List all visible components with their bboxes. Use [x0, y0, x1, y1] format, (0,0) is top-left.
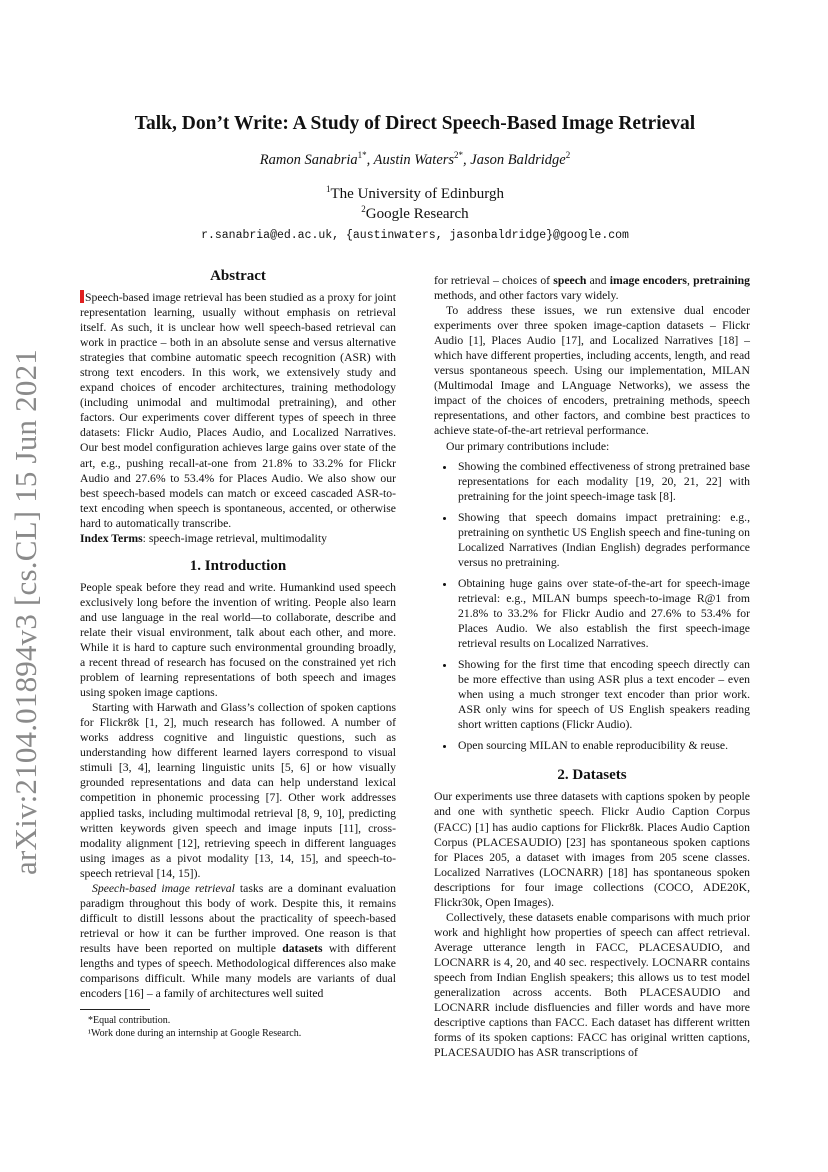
paragraph-text: with different lengths and types of speech. Methodological differences also make comparisons difficult. While many models are variants of dual encoders [16] – a family of architectures well suited — [80, 941, 396, 1001]
footnote-1: *Equal contribution. — [88, 1015, 171, 1027]
affiliation-mark: 2 — [361, 204, 366, 214]
left-column — [80, 266, 396, 1040]
affiliation-mark: 1 — [326, 184, 331, 194]
author-name: Austin Waters — [373, 152, 455, 168]
affiliation-name: The University of Edinburgh — [330, 186, 504, 202]
datasets-paragraph-1: Our experiments use three datasets with captions spoken by people and one with synthetic speech. Flickr Audio Caption Corpus (FACC) [1] has audio captions for Flickr8k. Places Audio Caption Corpus (PLACESAUDIO) [23] has spontaneous spoken captions for Places 205, a dataset with images from 205 scene classes. Localized Narratives (LOCNARR) [18] has spontaneous spoken descriptions for four image collections (COCO, ADE20K, Flickr30k, Open Images). — [434, 790, 750, 909]
intro-paragraph-2: Starting with Harwath and Glass’s collection of spoken captions for Flickr8k [1, 2], much research has followed. A number of works address cognitive and linguistic questions, such as understanding how different learned layers correspond to visual stimuli [3, 4], learning linguistic units [5, 6] or how visually grounded representations and data can help understand lexical competition in phonemic processing [7]. Other work addresses applied tasks, including multimodal retrieval [8, 9, 10], predicting written keywords given speech and image inputs [11], cross-modality alignment [12], retrieving speech in different languages using images as a pivot modality [13, 14, 15], and speech-to-speech retrieval [14, 15]). — [80, 701, 396, 880]
index-terms-value: : speech-image retrieval, multimodality — [142, 531, 328, 545]
bold-text: datasets — [282, 941, 323, 955]
footnote-2: ¹Work done during an internship at Google Research. — [88, 1028, 302, 1040]
author-name: Ramon Sanabria — [259, 152, 358, 168]
author-affiliation-mark: 2 — [565, 150, 571, 161]
intro-paragraph-3 — [80, 881, 396, 1001]
paragraph-text: tasks are a dominant evaluation paradigm throughout this body of work. Despite this, it remains difficult to distill lessons about the practicality of speech-based retrieval or how it can be further improved. One reason is that results have been reported on multiple — [80, 881, 396, 955]
bold-text: speech — [553, 274, 587, 287]
author-affiliation-mark: 1* — [357, 150, 367, 161]
author-list: Ramon Sanabria$^{1*}$, Austin Waters$^{2*}$, Jason Baldridge$^2$ — [259, 150, 571, 168]
right-paragraph-2: To address these issues, we run extensive dual encoder experiments over three spoken image-caption datasets – Flickr Audio [1], Places Audio [17], and Localized Narratives [18] – which have different properties, including accents, length, and read versus spontaneous speech. Using our implementation, MILAN (Multimodal Image and LAnguage Networks), we assess the impact of the choices of encoders, pretraining methods, speech representations, and other factors, and combine best practices to achieve state-of-the-art retrieval performance. — [434, 304, 750, 438]
author-emails: r.sanabria@ed.ac.uk, {austinwaters, jasonbaldridge}@google.com — [201, 229, 629, 242]
contributions-list — [434, 459, 750, 754]
abstract-body: Speech-based image retrieval has been studied as a proxy for joint representation learning, usually without emphasis on retrieval itself. As such, it is unclear how well speech-based retrieval can work in practice – both in an absolute sense and versus alternative strategies that combine automatic speech recognition (ASR) with strong text encoders. In this work, we extensively study and expand choices of encoder architectures, training methodology (including unimodal and multimodal pretraining), and other factors. Our experiments cover different types of speech in three datasets: Flickr Audio, Places Audio, and Localized Narratives. Our best model configuration achieves large gains over state of the art, e.g., pushing recall-at-one from 21.8% to 33.2% for Flickr Audio and 27.6% to 53.4% for Places Audio. We also show our best speech-based models can match or exceed cascaded ASR-to-text encoding when speech is spontaneous, accented, or otherwise hard to automatically transcribe. — [80, 291, 396, 530]
abstract-heading: Abstract — [210, 268, 266, 284]
contribution-item: • Open sourcing MILAN to enable reproducibility & reuse. — [456, 738, 750, 753]
contribution-item: • Obtaining huge gains over state-of-the-art for speech-image retrieval: e.g., MILAN bumps speech-to-image R@1 from 21.8% to 33.2% for Flickr Audio and 27.6% to 53.4% for Places Audio. We also establish the first speech-image retrieval results on Localized Narratives. — [456, 576, 750, 651]
datasets-heading: 2. Datasets — [557, 767, 627, 784]
affiliation-name: Google Research — [365, 206, 469, 222]
bold-text: image encoders — [609, 274, 687, 287]
datasets-paragraph-2: Collectively, these datasets enable comparisons with much prior work and highlight how properties of speech can affect retrieval. Average utterance length in FACC, PLACESAUDIO, and LOCNARR is 4, 20, and 40 sec. respectively. LOCNARR contains speech from Indian English speakers; this allows us to test model generalization across accents. Both PLACESAUDIO and LOCNARR include disfluencies and filler words and have more descriptive captions than FACC. Each dataset has different written forms of its spoken captions: FACC has original written captions, PLACESAUDIO has ASR transcriptions of — [434, 910, 750, 1060]
right-paragraph-1 — [434, 273, 750, 303]
index-terms — [80, 531, 396, 546]
text-cursor-icon — [80, 290, 84, 303]
paragraph-text: methods, and other factors vary widely. — [434, 289, 619, 303]
bold-text: pretraining — [693, 274, 751, 287]
footnote-divider — [80, 1009, 150, 1010]
contribution-item: • Showing for the first time that encoding speech directly can be more effective than using ASR plus a text encoder – even when using a much stronger text encoder than prior work. ASR only wins for speech of US English speakers reading short written captions (Flickr Audio). — [456, 657, 750, 732]
paper-title: Talk, Don’t Write: A Study of Direct Speech-Based Image Retrieval — [134, 113, 696, 134]
author-affiliation-mark: 2* — [454, 150, 464, 161]
affiliation-1 — [90, 186, 740, 203]
arxiv-sidebar — [4, 327, 48, 897]
right-paragraph-3: Our primary contributions include: — [446, 439, 610, 453]
right-column — [434, 273, 750, 1060]
paragraph-text: , — [686, 274, 694, 287]
emphasis-text: Speech-based image retrieval — [92, 881, 235, 895]
index-terms-label: Index Terms — [80, 531, 143, 545]
paragraph-text: for retrieval – choices of — [434, 274, 554, 287]
contribution-item: • Showing that speech domains impact pretraining: e.g., pretraining on synthetic US English speech and fine-tuning on Localized Narratives (Indian English) degrades performance versus no pretraining. — [456, 510, 750, 570]
contribution-item: • Showing the combined effectiveness of strong pretrained base representations for each modality [19, 20, 21, 22] with pretraining for the joint speech-image task [8]. — [456, 459, 750, 504]
paragraph-text: and — [586, 274, 610, 287]
arxiv-identifier: arXiv:2104.01894v3 [cs.CL] 15 Jun 2021 — [8, 349, 43, 875]
intro-paragraph-1: People speak before they read and write. Humankind used speech exclusively long before the invention of writing. People also learn and use language in the real world—to collaborate, describe and relate their visual environment, talk about each other, and more. While it is hard to capture such environmental grounding broadly, a recent thread of research has focused on the constrained yet rich problem of learning representations of both speech and images using spoken image captions. — [80, 580, 396, 700]
affiliation-2 — [90, 206, 740, 223]
abstract-text — [80, 290, 396, 531]
introduction-heading: 1. Introduction — [189, 557, 287, 574]
author-name: Jason Baldridge — [470, 152, 566, 168]
